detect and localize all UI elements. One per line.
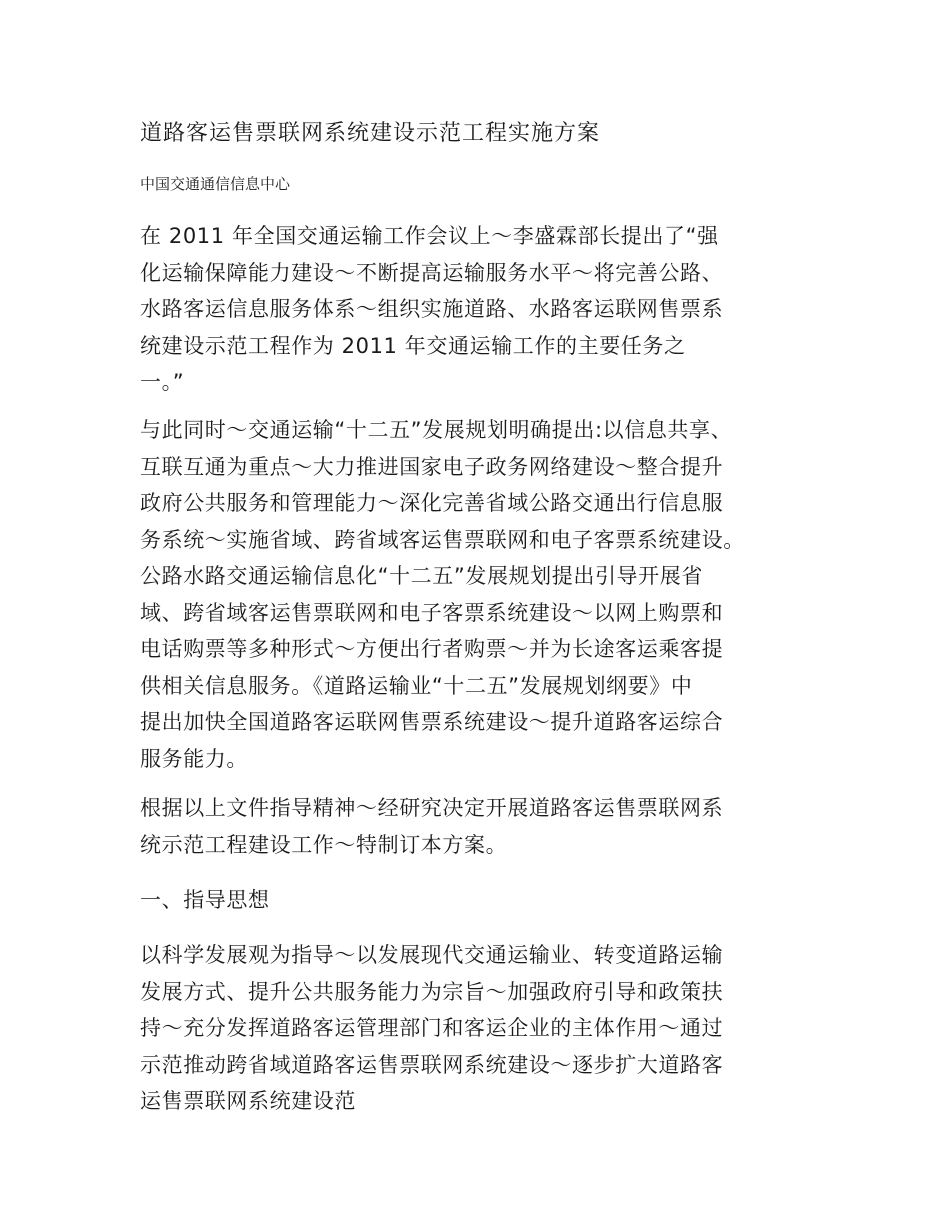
text-line: 以科学发展观为指导～以发展现代交通运输业、转变道路运输	[140, 943, 724, 967]
text-line: 务系统～实施省域、跨省域客运售票联网和电子客票系统建设。	[140, 527, 745, 552]
text-line: 一。”	[140, 370, 185, 394]
section-heading-guiding-ideology: 一、指导思想	[140, 888, 270, 912]
text-line: 示范推动跨省域道路客运售票联网系统建设～逐步扩大道路客	[140, 1052, 724, 1077]
text-line: 互联互通为重点～大力推进国家电子政务网络建设～整合提升	[140, 454, 724, 479]
issuing-organization: 中国交通通信信息中心	[140, 175, 291, 193]
text-line: 发展方式、提升公共服务能力为宗旨～加强政府引导和政策扶	[140, 979, 724, 1004]
text-line: 与此同时～交通运输“十二五”发展规划明确提出:以信息共享、	[140, 418, 733, 442]
paragraph-3	[140, 790, 723, 863]
text-line: 运售票联网系统建设范	[140, 1089, 356, 1113]
text-line: 电话购票等多种形式～方便出行者购票～并为长途客运乘客提	[140, 637, 724, 661]
text-line: 域、跨省域客运售票联网和电子客票系统建设～以网上购票和	[140, 600, 724, 625]
text-line: 在 2011 年全国交通运输工作会议上～李盛霖部长提出了“强	[140, 224, 719, 248]
text-line: 化运输保障能力建设～不断提高运输服务水平～将完善公路、	[140, 260, 724, 285]
text-line: 政府公共服务和管理能力～深化完善省域公路交通出行信息服	[140, 491, 724, 515]
text-line: 统建设示范工程作为 2011 年交通运输工作的主要任务之	[140, 333, 686, 358]
text-line: 水路客运信息服务体系～组织实施道路、水路客运联网售票系	[140, 297, 724, 321]
text-line: 供相关信息服务。《道路运输业“十二五”发展规划纲要》中	[140, 673, 693, 698]
document-title: 道路客运售票联网系统建设示范工程实施方案	[140, 121, 601, 146]
text-line: 持～充分发挥道路客运管理部门和客运企业的主体作用～通过	[140, 1016, 724, 1040]
text-line: 提出加快全国道路客运联网售票系统建设～提升道路客运综合	[140, 710, 724, 734]
paragraph-4	[140, 937, 723, 1120]
text-line: 服务能力。	[140, 746, 248, 771]
text-line: 根据以上文件指导精神～经研究决定开展道路客运售票联网系	[140, 796, 724, 820]
text-line: 统示范工程建设工作～特制订本方案。	[140, 832, 508, 857]
paragraph-2	[140, 412, 745, 777]
text-line: 公路水路交通运输信息化“十二五”发展规划提出引导开展省	[140, 564, 703, 588]
paragraph-1	[140, 218, 723, 401]
